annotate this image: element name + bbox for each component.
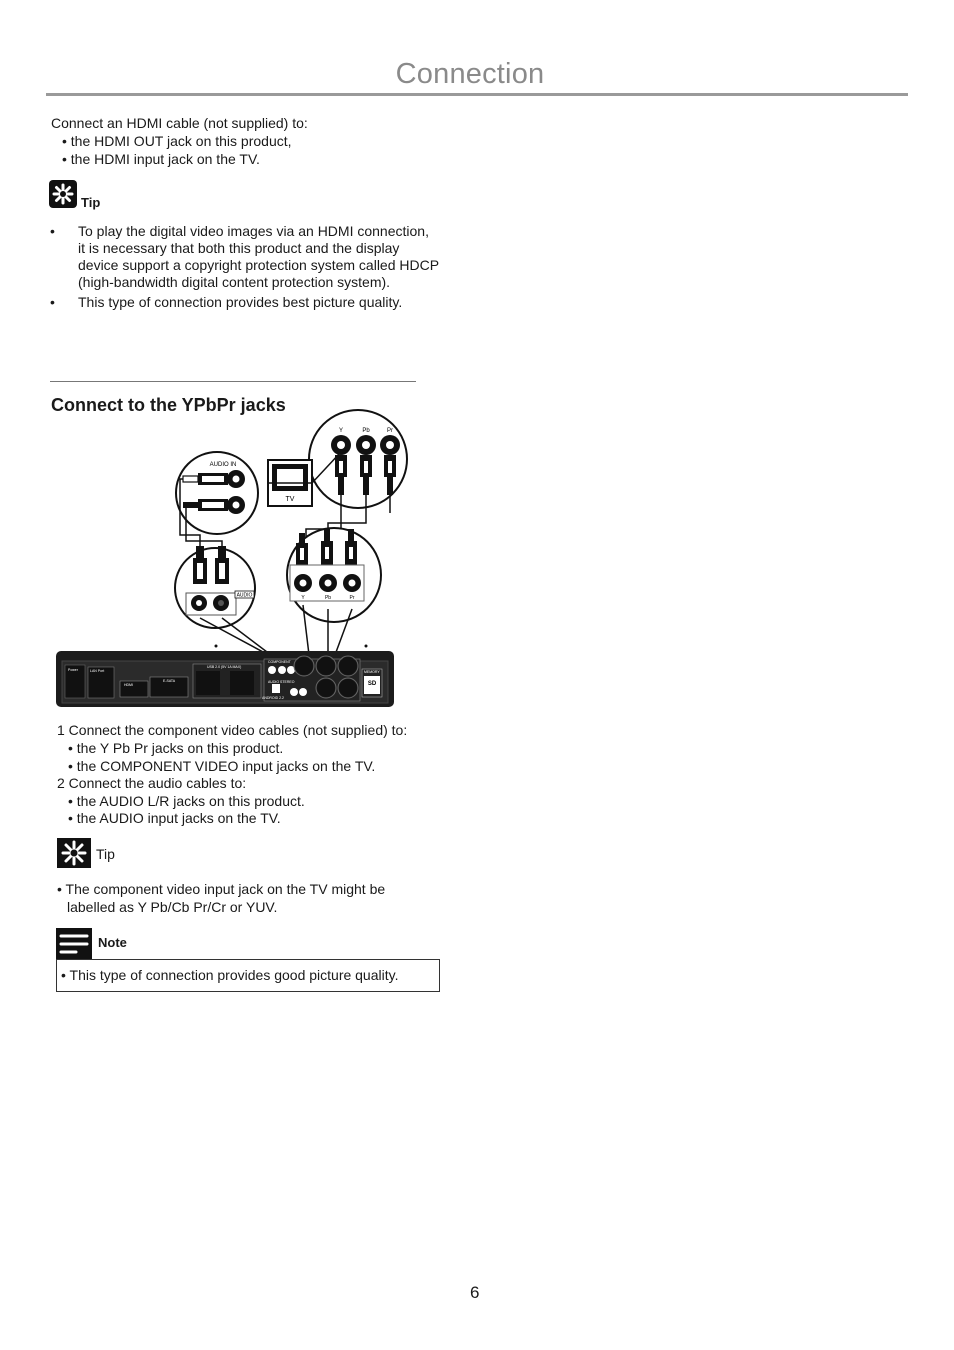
device-jack-label: Y (301, 595, 305, 601)
note-label: Note (98, 935, 127, 950)
step-2-bullet: • the AUDIO L/R jacks on this product. (68, 793, 305, 809)
page-number: 6 (470, 1283, 480, 1302)
panel-label-memory: MEMORY (364, 670, 380, 674)
step-1-bullet: • the Y Pb Pr jacks on this product. (68, 740, 284, 756)
tv-jack-label: Pr (387, 428, 393, 434)
panel-label-audio-stereo: AUDIO STEREO (268, 680, 295, 684)
page-title: Connection (395, 58, 545, 90)
tip-bullet: • (50, 223, 55, 239)
tip-label: Tip (81, 195, 101, 210)
panel-label-sd: SD (367, 681, 377, 687)
tip-line: labelled as Y Pb/Cb Pr/Cr or YUV. (67, 899, 278, 915)
panel-label-hdmi: HDMI (124, 683, 133, 687)
tip-line: This type of connection provides best picture quality. (78, 294, 403, 310)
device-jack-label: Pr (349, 595, 355, 601)
panel-label-esata: E-SATA (163, 679, 176, 683)
device-audio-label: AUDIO (236, 592, 253, 599)
title-divider (46, 93, 908, 96)
tip-bullet: • (50, 294, 55, 310)
tip-label: Tip (96, 846, 115, 862)
step-2: 2 Connect the audio cables to: (57, 775, 247, 791)
tip-line: • The component video input jack on the TV might be (57, 881, 386, 897)
section-divider (50, 381, 416, 382)
tip-line: device support a copyright protection system called HDCP (78, 257, 440, 273)
note-text: • This type of connection provides good picture quality. (61, 967, 399, 983)
step-1-bullet: • the COMPONENT VIDEO input jacks on the TV. (68, 758, 376, 774)
panel-label-power: Power (68, 668, 78, 672)
step-2-bullet: • the AUDIO input jacks on the TV. (68, 810, 281, 826)
section-heading: Connect to the YPbPr jacks (51, 395, 286, 415)
hdmi-bullet-1: • the HDMI OUT jack on this product, (62, 133, 292, 149)
tip-line: it is necessary that both this product and the display (78, 240, 400, 256)
step-1: 1 Connect the component video cables (not supplied) to: (57, 722, 408, 738)
panel-label-android: ANDROID 2.2 (262, 696, 284, 700)
panel-label-usb: USB 2.0 (5V 1A MAX) (207, 665, 242, 669)
tv-label: TV (285, 496, 295, 503)
audio-in-label: AUDIO IN (209, 462, 237, 468)
panel-label-component: COMPONENT (268, 660, 291, 664)
tip-icon (49, 180, 77, 208)
tip-line: To play the digital video images via an HDMI connection, (78, 223, 429, 239)
tip-line: (high-bandwidth digital content protection system). (78, 274, 391, 290)
panel-label-lan: LAN Port (90, 669, 105, 673)
connection-diagram (50, 405, 420, 715)
note-icon (56, 928, 92, 959)
hdmi-bullet-2: • the HDMI input jack on the TV. (62, 151, 260, 167)
tv-jack-label: Y (338, 428, 344, 434)
tip-icon (57, 838, 91, 868)
tv-jack-label: Pb (362, 428, 370, 434)
hdmi-intro: Connect an HDMI cable (not supplied) to: (51, 115, 308, 131)
device-jack-label: Pb (324, 595, 332, 601)
